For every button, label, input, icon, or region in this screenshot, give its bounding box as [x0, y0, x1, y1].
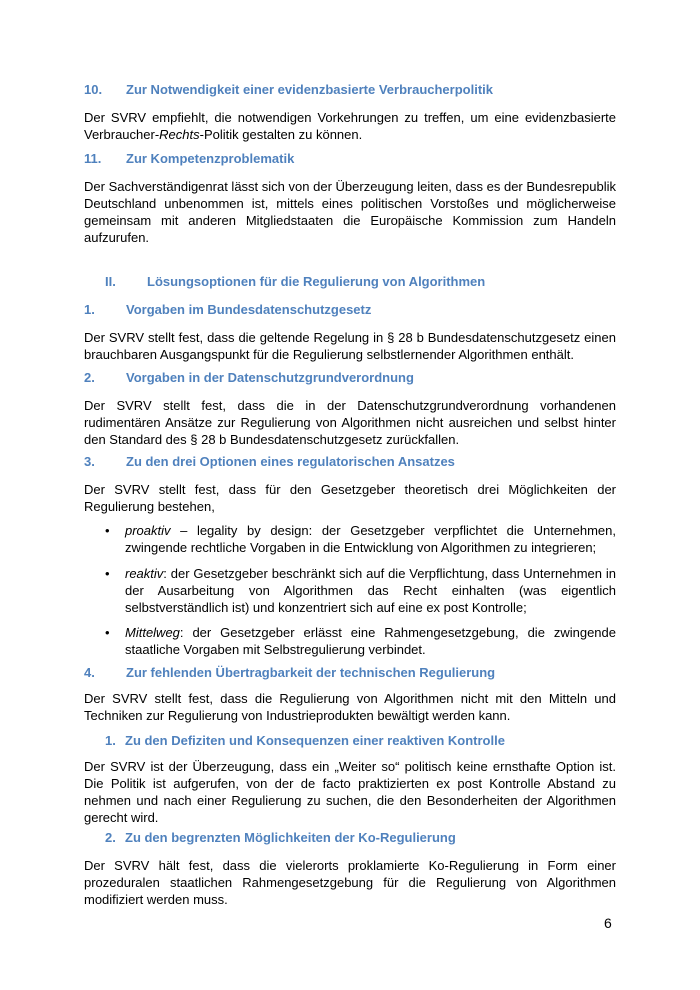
paragraph-B3: Der SVRV stellt fest, dass für den Gesetzgeber theoretisch drei Möglichkeiten der Regulierung bestehen,: [84, 482, 616, 514]
bullet-item: [125, 522, 616, 556]
bullet-text: : der Gesetzgeber beschränkt sich auf die Verpflichtung, dass Unternehmen in der Ausarbeitung von Algorithmen das Recht einhalten (was eigentlich selbstverständlich ist) und konzentriert sich auf eine ex post Kontrolle;: [125, 566, 616, 615]
heading-number: 1.: [105, 733, 116, 748]
heading-number: II.: [105, 274, 116, 289]
bullet-text: – legality by design: der Gesetzgeber verpflichtet die Unternehmen, zwingende rechtliche Vorgaben in die Entwicklung von Algorithmen zu integrieren;: [125, 523, 616, 555]
paragraph-10: [84, 109, 616, 143]
paragraph-C2: Der SVRV hält fest, dass die vielerorts proklamierte Ko-Regulierung in Form einer prozeduralen staatlichen Rahmengesetzgebung für die Regulierung von Algorithmen modifiziert werden muss.: [84, 858, 616, 907]
paragraph-emphasis: Rechts: [159, 127, 200, 142]
heading-title: Zu den Defiziten und Konsequenzen einer reaktiven Kontrolle: [125, 733, 505, 748]
heading-title: Zu den drei Optionen eines regulatorischen Ansatzes: [126, 454, 455, 469]
heading-title: Lösungsoptionen für die Regulierung von Algorithmen: [147, 274, 486, 289]
heading-number: 2.: [84, 370, 95, 385]
bullet-item: [125, 624, 616, 658]
heading-number: 4.: [84, 665, 95, 680]
heading-title: Zur Notwendigkeit einer evidenzbasierte Verbraucherpolitik: [126, 82, 493, 97]
heading-title: Zur fehlenden Übertragbarkeit der technischen Regulierung: [126, 665, 496, 680]
heading-title: Vorgaben in der Datenschutzgrundverordnung: [126, 370, 414, 385]
heading-title: Vorgaben im Bundesdatenschutzgesetz: [126, 302, 372, 317]
heading-number: 1.: [84, 302, 95, 317]
page-number: 6: [604, 915, 612, 931]
heading-number: 2.: [105, 830, 116, 845]
bullet-symbol: •: [105, 625, 110, 640]
bullet-item: [125, 565, 616, 616]
paragraph-B1: Der SVRV stellt fest, dass die geltende Regelung in § 28 b Bundesdatenschutzgesetz einen brauchbaren Ausgangspunkt für die Regulierung selbstlernender Algorithmen enthält.: [84, 330, 616, 362]
bullet-emphasis: Mittelweg: [125, 625, 180, 640]
heading-title: Zu den begrenzten Möglichkeiten der Ko-Regulierung: [125, 830, 456, 845]
bullet-emphasis: proaktiv: [125, 523, 171, 538]
bullet-symbol: •: [105, 523, 110, 538]
heading-title: Zur Kompetenzproblematik: [126, 151, 295, 166]
paragraph-text: Der SVRV empfiehlt, die notwendigen Vorkehrungen zu treffen, um eine evidenzbasierte Verbraucher-: [84, 110, 616, 142]
bullet-symbol: •: [105, 566, 110, 581]
paragraph-11: Der Sachverständigenrat lässt sich von der Überzeugung leiten, dass es der Bundesrepublik Deutschland unbenommen ist, mittels eines politischen Vorstoßes und möglicherweise gemeinsam mit anderen Mitgliedstaaten die Europäische Kommission zum Handeln aufzurufen.: [84, 179, 616, 245]
heading-number: 10.: [84, 82, 103, 97]
paragraph-C1: Der SVRV ist der Überzeugung, dass ein „Weiter so“ politisch keine ernsthafte Option ist. Die Politik ist aufgerufen, von der de facto praktizierten ex post Kontrolle Abstand zu nehmen und nach einer Regulierung zu suchen, die den Besonderheiten der Algorithmen gerecht wird.: [84, 759, 616, 825]
bullet-text: : der Gesetzgeber erlässt eine Rahmengesetzgebung, die zwingende staatliche Vorgaben mit Selbstregulierung verbindet.: [125, 625, 616, 657]
bullet-emphasis: reaktiv: [125, 566, 164, 581]
heading-number: 11.: [84, 151, 102, 166]
paragraph-B4: Der SVRV stellt fest, dass die Regulierung von Algorithmen nicht mit den Mitteln und Techniken zur Regulierung von Industrieprodukten bewältigt werden kann.: [84, 691, 616, 723]
paragraph-B2: Der SVRV stellt fest, dass die in der Datenschutzgrundverordnung vorhandenen rudimentären Ansätze zur Regulierung von Algorithmen nicht ausreichen und selbst hinter den Standard des § 28 b Bundesdatenschutzgesetz zurückfallen.: [84, 398, 616, 447]
paragraph-text: -Politik gestalten zu können.: [199, 127, 363, 142]
heading-number: 3.: [84, 454, 95, 469]
